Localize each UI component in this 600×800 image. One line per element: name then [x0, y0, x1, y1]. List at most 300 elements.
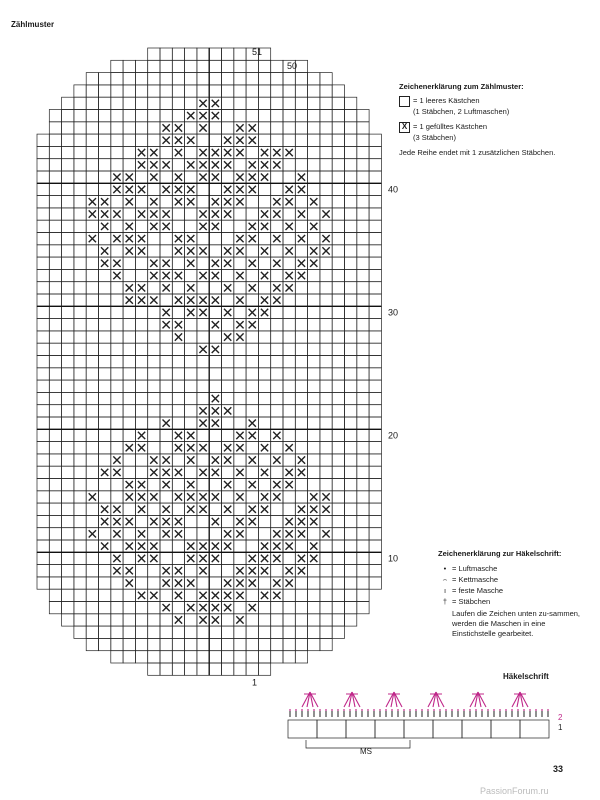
- filled-cell-mark: [249, 420, 256, 427]
- grid-cell: [283, 368, 295, 380]
- grid-cell: [222, 122, 234, 134]
- grid-cell: [308, 466, 320, 478]
- grid-cell: [62, 183, 74, 195]
- grid-cell: [308, 577, 320, 589]
- grid-cell: [49, 602, 61, 614]
- grid-cell: [160, 233, 172, 245]
- grid-cell: [357, 540, 369, 552]
- grid-cell: [62, 417, 74, 429]
- grid-cell: [320, 368, 332, 380]
- grid-cell: [283, 331, 295, 343]
- filled-cell-mark: [236, 247, 243, 254]
- filled-cell-mark: [187, 284, 194, 291]
- filled-cell-mark: [224, 210, 231, 217]
- filled-cell-mark: [261, 493, 268, 500]
- grid-cell: [37, 368, 49, 380]
- grid-cell: [86, 282, 98, 294]
- legend-crochet-note: Laufen die Zeichen unten zu-sammen, werden die Maschen in eine Einstichstelle gearbeitet.: [452, 609, 580, 638]
- filled-cell-mark: [175, 616, 182, 623]
- filled-cell-mark: [249, 456, 256, 463]
- grid-cell: [308, 146, 320, 158]
- grid-cell: [74, 405, 86, 417]
- filled-cell-mark: [138, 444, 145, 451]
- grid-cell: [148, 183, 160, 195]
- grid-cell: [62, 319, 74, 331]
- grid-cell: [308, 85, 320, 97]
- grid-cell: [197, 183, 209, 195]
- grid-cell: [123, 60, 135, 72]
- grid-cell: [99, 306, 111, 318]
- grid-cell: [295, 294, 307, 306]
- filled-cell-mark: [175, 149, 182, 156]
- filled-cell-mark: [212, 161, 219, 168]
- grid-cell: [308, 122, 320, 134]
- grid-cell: [111, 479, 123, 491]
- grid-cell: [172, 638, 184, 650]
- grid-cell: [74, 282, 86, 294]
- grid-cell: [99, 405, 111, 417]
- grid-cell: [369, 331, 381, 343]
- grid-cell: [62, 454, 74, 466]
- slip-stitch-icon: ⌢: [442, 575, 448, 584]
- filled-cell-mark: [298, 186, 305, 193]
- grid-cell: [209, 368, 221, 380]
- grid-cell: [209, 503, 221, 515]
- grid-cell: [369, 233, 381, 245]
- grid-cell: [345, 319, 357, 331]
- filled-cell-mark: [322, 235, 329, 242]
- grid-cell: [246, 405, 258, 417]
- filled-cell-mark: [113, 260, 120, 267]
- filled-cell-mark: [150, 493, 157, 500]
- grid-cell: [209, 48, 221, 60]
- filled-cell-mark: [138, 161, 145, 168]
- filled-cell-mark: [249, 124, 256, 131]
- grid-cell: [345, 122, 357, 134]
- grid-cell: [111, 380, 123, 392]
- grid-cell: [62, 540, 74, 552]
- grid-cell: [345, 245, 357, 257]
- grid-cell: [197, 528, 209, 540]
- filled-cell-mark: [163, 272, 170, 279]
- grid-cell: [123, 368, 135, 380]
- row2-chain-dot: [433, 709, 435, 711]
- grid-cell: [246, 73, 258, 85]
- grid-cell: [62, 331, 74, 343]
- grid-cell: [123, 146, 135, 158]
- grid-cell: [74, 85, 86, 97]
- crochet-legend-heading: Zeichenerklärung zur Häkelschrift:: [438, 549, 562, 558]
- grid-cell: [62, 392, 74, 404]
- grid-cell: [271, 171, 283, 183]
- grid-cell: [37, 171, 49, 183]
- grid-cell: [99, 134, 111, 146]
- grid-cell: [99, 417, 111, 429]
- filled-cell-mark: [261, 247, 268, 254]
- grid-cell: [283, 343, 295, 355]
- grid-cell: [49, 134, 61, 146]
- legend-dc-row: [438, 596, 588, 607]
- grid-cell: [49, 110, 61, 122]
- grid-cell: [37, 269, 49, 281]
- grid-cell: [135, 269, 147, 281]
- filled-cell-mark: [113, 272, 120, 279]
- grid-cell: [295, 331, 307, 343]
- grid-cell: [258, 73, 270, 85]
- grid-cell: [258, 319, 270, 331]
- grid-cell: [209, 331, 221, 343]
- grid-cell: [123, 651, 135, 663]
- filled-cell-mark: [224, 309, 231, 316]
- filled-cell-mark: [249, 174, 256, 181]
- filled-cell-mark: [187, 543, 194, 550]
- grid-cell: [308, 343, 320, 355]
- filled-cell-mark: [224, 161, 231, 168]
- grid-cell: [123, 73, 135, 85]
- filled-cell-mark: [261, 309, 268, 316]
- grid-cell: [283, 122, 295, 134]
- grid-cell: [197, 663, 209, 675]
- filled-cell-mark: [150, 543, 157, 550]
- grid-cell: [332, 479, 344, 491]
- grid-cell: [74, 503, 86, 515]
- grid-cell: [148, 97, 160, 109]
- filled-cell-mark: [310, 223, 317, 230]
- grid-cell: [172, 110, 184, 122]
- grid-cell: [295, 306, 307, 318]
- grid-cell: [111, 626, 123, 638]
- grid-cell: [357, 479, 369, 491]
- grid-cell: [295, 651, 307, 663]
- grid-cell: [283, 380, 295, 392]
- grid-cell: [86, 122, 98, 134]
- grid-cell: [271, 85, 283, 97]
- filled-cell-mark: [286, 284, 293, 291]
- grid-cell: [197, 319, 209, 331]
- filled-cell-mark: [236, 493, 243, 500]
- grid-cell: [234, 306, 246, 318]
- base-box: [462, 720, 491, 738]
- filled-cell-mark: [249, 235, 256, 242]
- grid-cell: [99, 171, 111, 183]
- filled-cell-mark: [199, 124, 206, 131]
- filled-cell-mark: [187, 456, 194, 463]
- grid-cell: [345, 220, 357, 232]
- filled-cell-mark: [199, 616, 206, 623]
- grid-cell: [197, 134, 209, 146]
- filled-cell-mark: [163, 530, 170, 537]
- filled-cell-mark: [310, 247, 317, 254]
- grid-cell: [234, 208, 246, 220]
- filled-cell-mark: [89, 198, 96, 205]
- grid-cell: [135, 380, 147, 392]
- filled-cell-mark: [236, 186, 243, 193]
- filled-cell-mark: [138, 530, 145, 537]
- filled-cell-mark: [175, 567, 182, 574]
- grid-cell: [234, 638, 246, 650]
- filled-cell-mark: [286, 247, 293, 254]
- grid-cell: [160, 73, 172, 85]
- grid-cell: [37, 528, 49, 540]
- grid-cell: [295, 343, 307, 355]
- grid-cell: [86, 405, 98, 417]
- filled-cell-mark: [150, 272, 157, 279]
- grid-cell: [271, 110, 283, 122]
- grid-cell: [332, 589, 344, 601]
- grid-cell: [345, 306, 357, 318]
- grid-cell: [197, 48, 209, 60]
- filled-cell-mark: [126, 518, 133, 525]
- grid-cell: [332, 392, 344, 404]
- grid-cell: [345, 577, 357, 589]
- grid-cell: [37, 429, 49, 441]
- grid-cell: [148, 663, 160, 675]
- grid-cell: [234, 392, 246, 404]
- grid-cell: [271, 73, 283, 85]
- grid-cell: [86, 245, 98, 257]
- grid-cell: [369, 257, 381, 269]
- grid-cell: [222, 85, 234, 97]
- grid-cell: [62, 614, 74, 626]
- filled-cell-mark: [199, 604, 206, 611]
- filled-cell-mark: [187, 432, 194, 439]
- grid-cell: [369, 503, 381, 515]
- grid-cell: [209, 134, 221, 146]
- grid-cell: [135, 392, 147, 404]
- grid-cell: [86, 466, 98, 478]
- filled-cell-mark: [138, 481, 145, 488]
- grid-cell: [258, 528, 270, 540]
- grid-cell: [160, 48, 172, 60]
- filled-cell-mark: [199, 555, 206, 562]
- grid-cell: [258, 122, 270, 134]
- row2-chain-dot: [439, 709, 441, 711]
- grid-cell: [123, 466, 135, 478]
- grid-cell: [209, 380, 221, 392]
- grid-cell: [135, 331, 147, 343]
- grid-cell: [99, 442, 111, 454]
- filled-cell-mark: [150, 260, 157, 267]
- grid-cell: [197, 515, 209, 527]
- grid-cell: [332, 220, 344, 232]
- grid-cell: [99, 343, 111, 355]
- grid-cell: [234, 503, 246, 515]
- filled-cell-mark: [236, 567, 243, 574]
- grid-cell: [246, 589, 258, 601]
- grid-cell: [271, 565, 283, 577]
- crochet-chart: [280, 682, 600, 762]
- grid-cell: [86, 552, 98, 564]
- grid-cell: [111, 294, 123, 306]
- grid-cell: [320, 405, 332, 417]
- filled-cell-mark: [187, 161, 194, 168]
- grid-cell: [332, 122, 344, 134]
- grid-cell: [37, 343, 49, 355]
- grid-cell: [185, 380, 197, 392]
- filled-cell-mark: [187, 235, 194, 242]
- filled-cell-mark: [298, 260, 305, 267]
- grid-cell: [172, 503, 184, 515]
- grid-cell: [62, 466, 74, 478]
- filled-cell-mark: [126, 481, 133, 488]
- filled-cell-mark: [175, 493, 182, 500]
- grid-cell: [357, 380, 369, 392]
- filled-cell-mark: [126, 223, 133, 230]
- grid-cell: [308, 134, 320, 146]
- grid-cell: [308, 97, 320, 109]
- grid-cell: [37, 319, 49, 331]
- grid-cell: [209, 651, 221, 663]
- grid-cell: [49, 257, 61, 269]
- grid-cell: [332, 146, 344, 158]
- grid-cell: [308, 479, 320, 491]
- grid-cell: [209, 183, 221, 195]
- grid-cell: [332, 626, 344, 638]
- grid-cell: [246, 392, 258, 404]
- grid-cell: [37, 220, 49, 232]
- grid-cell: [308, 454, 320, 466]
- filled-cell-mark: [175, 518, 182, 525]
- grid-cell: [234, 602, 246, 614]
- grid-cell: [111, 97, 123, 109]
- filled-cell-mark: [175, 333, 182, 340]
- row-label-40: 40: [388, 184, 399, 195]
- grid-cell: [295, 196, 307, 208]
- grid-cell: [74, 565, 86, 577]
- filled-cell-mark: [150, 174, 157, 181]
- filled-cell-mark: [249, 604, 256, 611]
- grid-cell: [271, 405, 283, 417]
- grid-cell: [332, 602, 344, 614]
- grid-cell: [49, 331, 61, 343]
- grid-cell: [209, 577, 221, 589]
- grid-cell: [357, 294, 369, 306]
- grid-cell: [308, 159, 320, 171]
- grid-cell: [111, 245, 123, 257]
- grid-cell: [111, 589, 123, 601]
- grid-cell: [320, 220, 332, 232]
- grid-cell: [308, 269, 320, 281]
- grid-cell: [332, 208, 344, 220]
- grid-cell: [49, 159, 61, 171]
- filled-cell-mark: [322, 210, 329, 217]
- grid-cell: [209, 479, 221, 491]
- filled-cell-mark: [163, 481, 170, 488]
- filled-cell-mark: [261, 469, 268, 476]
- row2-chain-dot: [457, 709, 459, 711]
- grid-cell: [74, 134, 86, 146]
- grid-cell: [258, 257, 270, 269]
- grid-cell: [123, 306, 135, 318]
- filled-cell-mark: [249, 432, 256, 439]
- grid-cell: [49, 208, 61, 220]
- grid-cell: [222, 429, 234, 441]
- grid-cell: [283, 356, 295, 368]
- grid-cell: [357, 257, 369, 269]
- filled-cell-mark: [212, 456, 219, 463]
- grid-cell: [320, 122, 332, 134]
- grid-cell: [185, 331, 197, 343]
- grid-cell: [295, 368, 307, 380]
- grid-cell: [148, 614, 160, 626]
- grid-cell: [332, 282, 344, 294]
- grid-cell: [295, 417, 307, 429]
- grid-cell: [320, 380, 332, 392]
- grid-cell: [74, 319, 86, 331]
- grid-cell: [295, 85, 307, 97]
- grid-cell: [99, 491, 111, 503]
- grid-cell: [369, 171, 381, 183]
- grid-cell: [320, 565, 332, 577]
- filled-cell-mark: [298, 174, 305, 181]
- grid-cell: [283, 429, 295, 441]
- base-box: [491, 720, 520, 738]
- grid-cell: [246, 626, 258, 638]
- grid-cell: [111, 60, 123, 72]
- grid-cell: [160, 552, 172, 564]
- row-label-10: 10: [388, 553, 399, 564]
- grid-cell: [99, 159, 111, 171]
- filled-cell-mark: [249, 518, 256, 525]
- grid-cell: [209, 282, 221, 294]
- grid-cell: [295, 134, 307, 146]
- grid-cell: [185, 638, 197, 650]
- grid-cell: [172, 602, 184, 614]
- row2-chain-dot: [301, 709, 303, 711]
- grid-cell: [271, 380, 283, 392]
- legend-sc-row: [438, 585, 588, 596]
- grid-cell: [283, 294, 295, 306]
- grid-cell: [258, 110, 270, 122]
- grid-cell: [308, 110, 320, 122]
- grid-cell: [320, 466, 332, 478]
- filled-cell-mark: [298, 506, 305, 513]
- grid-cell: [74, 577, 86, 589]
- grid-cell: [74, 183, 86, 195]
- grid-cell: [49, 466, 61, 478]
- row2-chain-dot: [541, 709, 543, 711]
- grid-cell: [283, 417, 295, 429]
- grid-cell: [234, 282, 246, 294]
- grid-cell: [209, 528, 221, 540]
- grid-cell: [160, 294, 172, 306]
- grid-cell: [172, 651, 184, 663]
- grid-cell: [74, 97, 86, 109]
- legend-note: Jede Reihe endet mit 1 zusätzlichen Stäbchen.: [399, 148, 556, 157]
- filled-cell-mark: [138, 235, 145, 242]
- filled-cell-mark: [113, 506, 120, 513]
- grid-cell: [86, 368, 98, 380]
- grid-cell: [295, 577, 307, 589]
- grid-cell: [295, 392, 307, 404]
- grid-cell: [369, 159, 381, 171]
- grid-cell: [369, 306, 381, 318]
- grid-cell: [185, 614, 197, 626]
- row2-chain-dot: [487, 709, 489, 711]
- filled-cell-mark: [199, 272, 206, 279]
- grid-cell: [308, 565, 320, 577]
- grid-cell: [172, 159, 184, 171]
- grid-cell: [135, 85, 147, 97]
- filled-cell-mark: [150, 518, 157, 525]
- filled-cell-mark: [199, 297, 206, 304]
- base-box: [433, 720, 462, 738]
- filled-cell-mark: [298, 235, 305, 242]
- grid-cell: [37, 491, 49, 503]
- filled-cell-mark: [199, 567, 206, 574]
- grid-cell: [234, 110, 246, 122]
- filled-cell-mark: [273, 493, 280, 500]
